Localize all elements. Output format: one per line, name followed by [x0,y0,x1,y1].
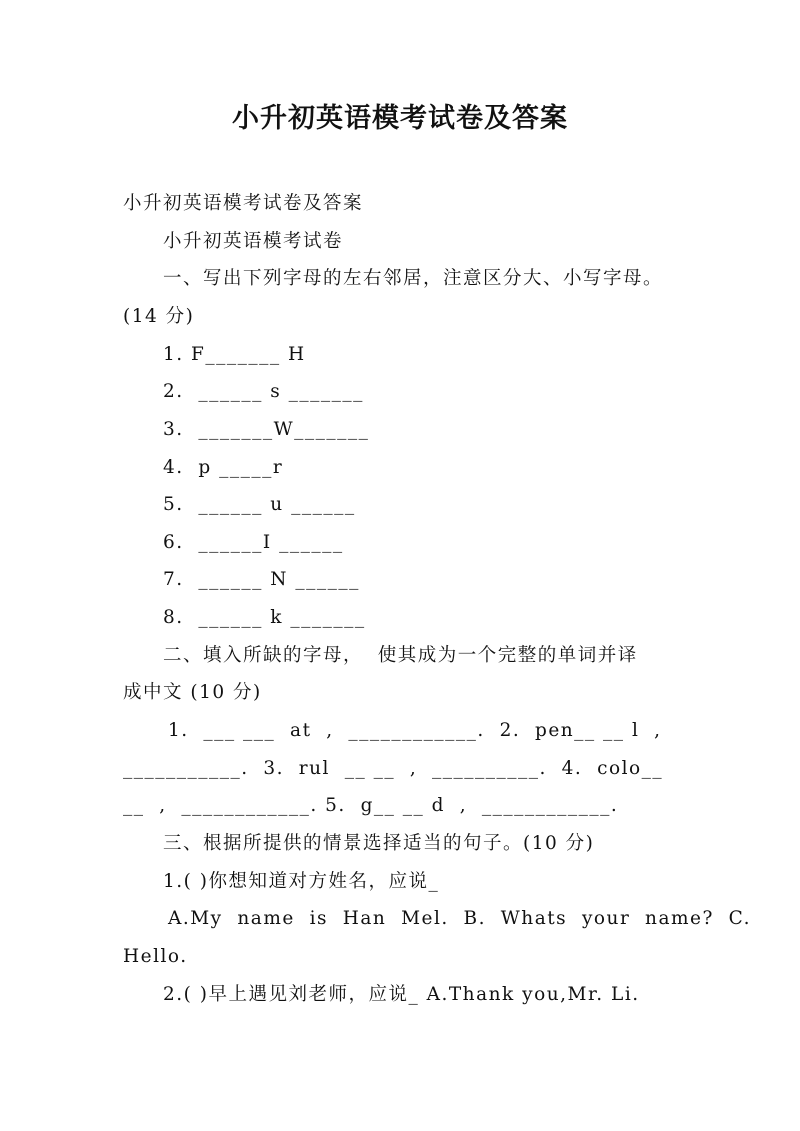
doc-line: 小升初英语模考试卷 [163,231,344,252]
question-item: 2. ______ s _______ [163,381,364,402]
question-item: ___________. 3. rul __ __ , __________. 4. colo__ [123,758,664,779]
question-options: Hello. [123,946,188,967]
question-options: A.My name is Han Mel. B. Whats your name? C. [168,908,752,929]
section-heading: 一、写出下列字母的左右邻居，注意区分大、小写字母。 [163,268,664,289]
question-item: 8. ______ k _______ [163,607,366,628]
question-item: 1. ___ ___ at , ____________. 2. pen__ __ l , [168,720,662,741]
question-item: 3. _______W_______ [163,419,370,440]
question-item: 4. p _____r [163,457,284,478]
question-item: 1.( )你想知道对方姓名，应说_ [163,871,440,892]
question-item: __ , ____________. 5. g__ __ d , ____________. [123,795,619,816]
question-item: 5. ______ u ______ [163,494,356,515]
doc-line: (14 分) [123,306,195,327]
question-item: 6. ______I ______ [163,532,344,553]
question-item: 1. F_______ H [163,344,306,365]
document-title: 小升初英语模考试卷及答案 [232,103,568,134]
question-item: 7. ______ N ______ [163,569,360,590]
doc-line: 成中文 (10 分) [123,682,262,703]
doc-line: 小升初英语模考试卷及答案 [123,193,364,214]
question-item: 2.( )早上遇见刘老师，应说_ A.Thank you,Mr. Li. [163,984,640,1005]
section-heading: 三、根据所提供的情景选择适当的句子。(10 分) [163,833,595,854]
section-heading: 二、填入所缺的字母， 使其成为一个完整的单词并译 [163,645,638,666]
